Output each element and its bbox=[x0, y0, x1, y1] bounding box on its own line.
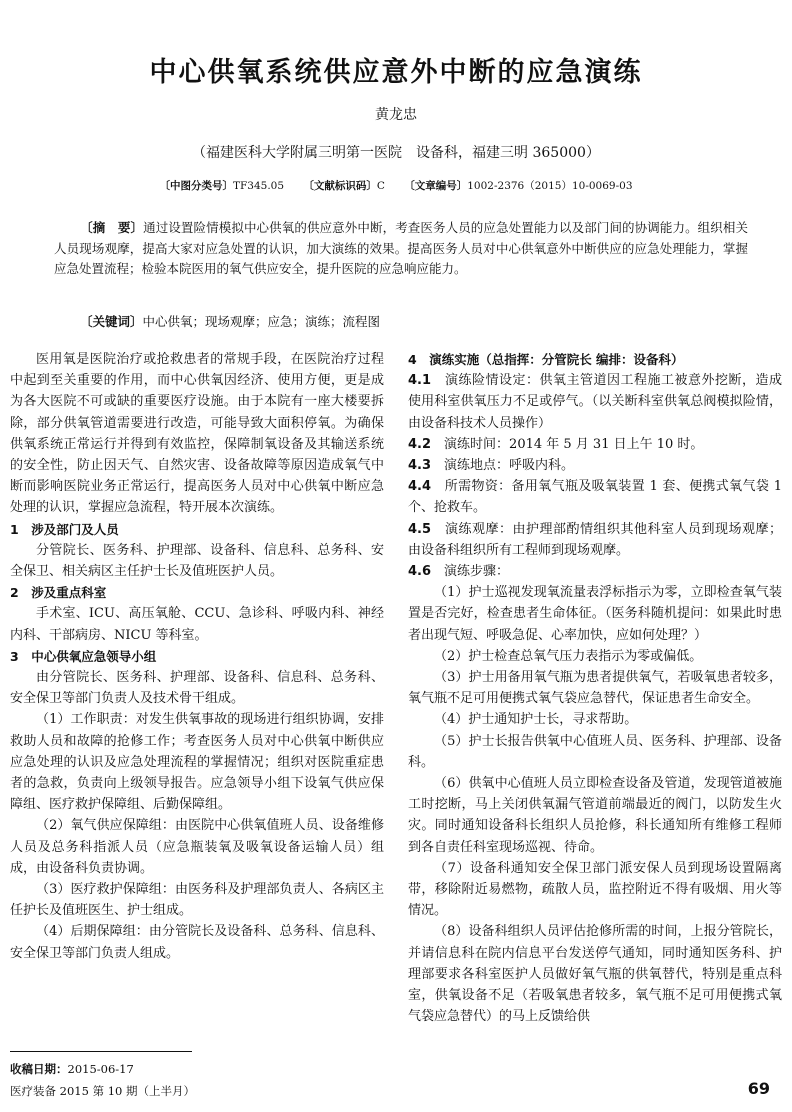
step-7: （7）设备科通知安全保卫部门派安保人员到现场设置隔离带，移除附近易燃物，疏散人员，监控附近不得有吸烟、用火等情况。 bbox=[408, 860, 782, 919]
keywords bbox=[80, 312, 740, 332]
step-4: （4）护士通知护士长，寻求帮助。 bbox=[434, 712, 638, 728]
section-3-item-3: （3）医疗救护保障组：由医务科及护理部负责人、各病区主任护长及值班医生、护士组成。 bbox=[10, 882, 384, 919]
section-3-item-1: （1）工作职责：对发生供氧事故的现场进行组织协调，安排救助人员和故障的抢修工作；考查医务人员对中心供氧中断供应应急处理的认识及应急处理流程的掌握情况；组织对医院重症患者的急救，负责向上级领导报告。应急领导小组下设氧气供应保障组、医疗救护保障组、后勤保障组。 bbox=[10, 712, 384, 813]
section-4-2-text: 演练时间：2014 年 5 月 31 日上午 10 时。 bbox=[444, 436, 704, 452]
section-4-1-number: 4.1 bbox=[408, 373, 432, 389]
section-4-heading: 4 演练实施（总指挥：分管院长 编排：设备科） bbox=[408, 352, 684, 367]
step-5: （5）护士长报告供氧中心值班人员、医务科、护理部、设备科。 bbox=[408, 733, 782, 770]
step-2: （2）护士检查总氧气压力表指示为零或偏低。 bbox=[434, 648, 703, 664]
section-4-2-number: 4.2 bbox=[408, 436, 432, 452]
section-4-1 bbox=[408, 370, 782, 434]
abstract bbox=[54, 218, 748, 280]
section-4-3 bbox=[408, 455, 782, 476]
step-8: （8）设备科组织人员评估抢修所需的时间，上报分管院长，并请信息科在院内信息平台发送停气通知，同时通知医务科、护理部要求各科室医护人员做好氧气瓶的供氧替代，特别是重点科室，供氧设备不足（若吸氧患者较多，氧气瓶不足可用便携式氧气袋应急替代）的马上反馈给供 bbox=[408, 924, 782, 1025]
section-4-5-number: 4.5 bbox=[408, 521, 432, 537]
received-date bbox=[10, 1061, 134, 1077]
paper-title: 中心供氧系统供应意外中断的应急演练 bbox=[149, 57, 643, 88]
doc-code-value: C bbox=[376, 180, 385, 192]
section-4-1-text: 演练险情设定：供氧主管道因工程施工被意外挖断，造成使用科室供氧压力不足或停气。（以关断科室供氧总阀模拟险情，由设备科技术人员操作） bbox=[408, 373, 782, 431]
section-3-item-2: （2）氧气供应保障组：由医院中心供氧值班人员、设备维修人员及总务科指派人员（应急瓶装氧及吸氧设备运输人员）组成，由设备科负责协调。 bbox=[10, 818, 384, 876]
section-1-text: 分管院长、医务科、护理部、设备科、信息科、总务科、安全保卫、相关病区主任护士长及值班医护人员。 bbox=[10, 542, 384, 580]
page-number: 69 bbox=[747, 1079, 770, 1098]
section-4-6 bbox=[408, 561, 782, 582]
abstract-label: 〔摘 要〕 bbox=[80, 220, 144, 235]
section-4-3-number: 4.3 bbox=[408, 458, 432, 474]
clc-value: TF345.05 bbox=[232, 180, 285, 192]
journal-info: 医疗装备 2015 第 10 期（上半月） bbox=[10, 1084, 196, 1098]
section-3-heading: 3 中心供氧应急领导小组 bbox=[10, 648, 157, 664]
abstract-text: 通过设置险情模拟中心供氧的供应意外中断，考查医务人员的应急处置能力以及部门间的协调能力。组织相关人员现场观摩，提高大家对应急处置的认识，加大演练的效果。提高医务人员对中心供氧意外中断供应的应急处理能力，掌握应急处置流程；检验本院医用的氧气供应安全，提升医院的应急响应能力。 bbox=[54, 220, 748, 276]
step-3: （3）护士用备用氧气瓶为患者提供氧气，若吸氧患者较多，氧气瓶不足可用便携式氧气袋应急替代，保证患者生命安全。 bbox=[408, 670, 782, 707]
step-1: （1）护士巡视发现氧流量表浮标指示为零，立即检查氧气装置是否完好，检查患者生命体征。（医务科随机提问：如果此时患者出现气短、呼吸急促、心率加快，应如何处理？） bbox=[408, 585, 782, 643]
section-2-text: 手术室、ICU、高压氧舱、CCU、急诊科、呼吸内科、神经内科、干部病房、NICU 等科室。 bbox=[10, 606, 384, 643]
section-4-3-text: 演练地点：呼吸内科。 bbox=[444, 458, 575, 474]
section-3-item-4: （4）后期保障组：由分管院长及设备科、总务科、信息科、安全保卫等部门负责人组成。 bbox=[10, 924, 384, 961]
classification-line bbox=[0, 178, 792, 193]
keywords-text: 中心供氧；现场观摩；应急；演练；流程图 bbox=[142, 314, 381, 329]
author-affiliation: （福建医科大学附属三明第一医院 设备科，福建三明 365000） bbox=[192, 145, 600, 161]
left-column bbox=[10, 349, 384, 964]
article-no-value: 1002-2376（2015）10-0069-03 bbox=[467, 180, 633, 192]
keywords-label: 〔关键词〕 bbox=[80, 314, 143, 329]
section-4-2 bbox=[408, 434, 782, 455]
section-4-5 bbox=[408, 519, 782, 561]
doc-code-label: 〔文献标识码〕 bbox=[303, 180, 377, 192]
received-label: 收稿日期： bbox=[10, 1062, 68, 1076]
section-4-6-number: 4.6 bbox=[408, 564, 432, 580]
right-column bbox=[408, 349, 782, 1028]
article-no-label: 〔文章编号〕 bbox=[404, 180, 468, 192]
section-3-text: 由分管院长、医务科、护理部、设备科、信息科、总务科、安全保卫等部门负责人及技术骨干组成。 bbox=[10, 670, 384, 707]
section-4-5-text: 演练观摩：由护理部酌情组织其他科室人员到现场观摩；由设备科组织所有工程师到现场观摩。 bbox=[408, 521, 782, 558]
step-6: （6）供氧中心值班人员立即检查设备及管道，发现管道被施工时挖断，马上关闭供氧漏气管道前端最近的阀门，以防发生火灾。同时通知设备科长组织人员抢修，科长通知所有维修工程师到各自责任科室现场巡视、待命。 bbox=[408, 776, 782, 855]
received-value: 2015-06-17 bbox=[67, 1062, 134, 1076]
section-2-heading: 2 涉及重点科室 bbox=[10, 585, 107, 601]
footnote-divider bbox=[10, 1051, 192, 1052]
author-name: 黄龙忠 bbox=[375, 107, 417, 123]
section-4-4-number: 4.4 bbox=[408, 479, 432, 495]
section-1-heading: 1 涉及部门及人员 bbox=[10, 521, 119, 537]
intro-paragraph: 医用氧是医院治疗或抢救患者的常规手段，在医院治疗过程中起到至关重要的作用，而中心供氧因经济、使用方便，更是成为各大医院不可或缺的重要医疗设施。由于本院有一座大楼要拆除，部分供氧管道需要进行改造，可能导致大面积停氧。为确保供氧系统正常运行并得到有效监控，保障制氧设备及其输送系统的安全性，防止因天气、自然灾害、设备故障等原因造成氧气中断而影响医院业务正常运行，提高医务人员对中心供氧中断应急处理的认识，掌握应急流程，特开展本次演练。 bbox=[10, 352, 384, 516]
section-4-4-text: 所需物资：备用氧气瓶及吸氧装置 1 套、便携式氧气袋 1 个、抢救车。 bbox=[408, 479, 782, 516]
section-4-4 bbox=[408, 476, 782, 518]
clc-label: 〔中图分类号〕 bbox=[159, 180, 233, 192]
section-4-6-text: 演练步骤： bbox=[444, 564, 510, 580]
